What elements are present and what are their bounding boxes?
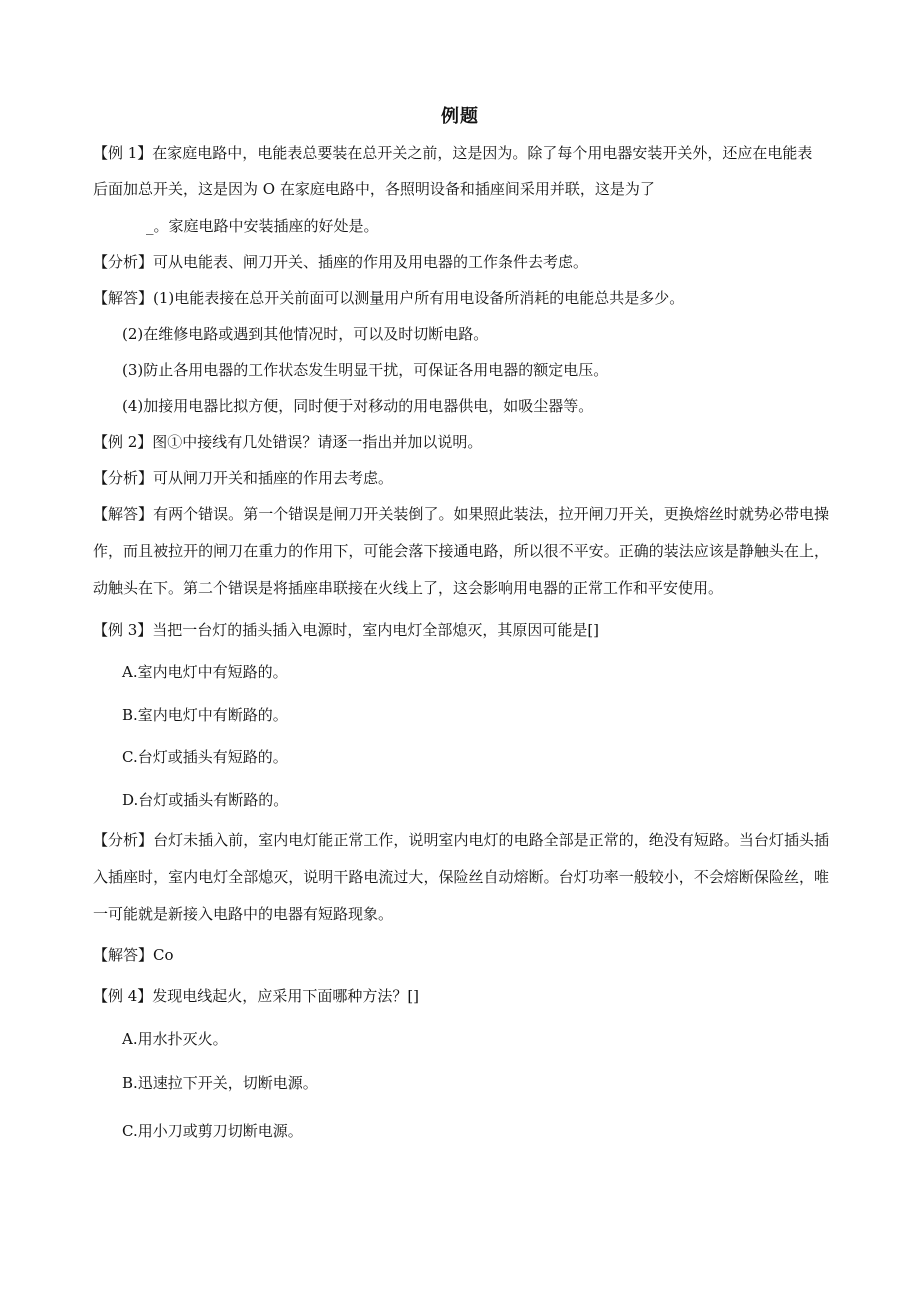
ex2-answer: 【解答】有两个错误。第一个错误是闸刀开关装倒了。如果照此装法，拉开闸刀开关，更换熔丝时就势必带电操作，而且被拉开的闸刀在重力的作用下，可能会落下接通电路，所以很不平安。正确的装法应该是静触头在上，动触头在下。第二个错误是将插座串联接在火线上了，这会影响用电器的正常工作和平安使用。 [93, 505, 829, 597]
ex2-question: 【例 2】图①中接线有几处错误？请逐一指出并加以说明。 [93, 433, 483, 451]
ex1-answer-3: (3)防止各用电器的工作状态发生明显干扰，可保证各用电器的额定电压。 [122, 361, 609, 379]
ex4-question: 【例 4】发现电线起火，应采用下面哪种方法？[] [93, 987, 420, 1005]
ex1-question-line-1: 【例 1】在家庭电路中，电能表总要装在总开关之前，这是因为。除了每个用电器安装开关外，还应在电能表 [93, 144, 813, 162]
ex1-question-line-2: 后面加总开关，这是因为 O 在家庭电路中，各照明设备和插座间采用并联，这是为了 [93, 180, 655, 198]
ex2-analysis: 【分析】可从闸刀开关和插座的作用去考虑。 [93, 469, 394, 487]
ex3-analysis: 【分析】台灯未插入前，室内电灯能正常工作，说明室内电灯的电路全部是正常的，绝没有短路。当台灯插头插入插座时，室内电灯全部熄灭，说明干路电流过大，保险丝自动熔断。台灯功率一般较小，不会熔断保险丝，唯一可能就是新接入电路中的电器有短路现象。 [93, 831, 829, 923]
ex3-option-c: C.台灯或插头有短路的。 [122, 748, 288, 766]
ex3-option-b: B.室内电灯中有断路的。 [122, 706, 288, 724]
ex1-answer-4: (4)加接用电器比拟方便，同时便于对移动的用电器供电，如吸尘器等。 [122, 397, 594, 415]
ex4-option-c: C.用小刀或剪刀切断电源。 [122, 1122, 303, 1140]
page-title: 例题 [441, 106, 479, 127]
ex3-option-a: A.室内电灯中有短路的。 [122, 663, 288, 681]
ex1-question-line-3: _。家庭电路中安装插座的好处是。 [146, 217, 379, 235]
ex3-question: 【例 3】当把一台灯的插头插入电源时，室内电灯全部熄灭，其原因可能是[] [93, 621, 600, 639]
ex4-option-a: A.用水扑灭火。 [122, 1030, 228, 1048]
ex1-answer-2: (2)在维修电路或遇到其他情况时，可以及时切断电路。 [122, 325, 489, 343]
ex1-analysis: 【分析】可从电能表、闸刀开关、插座的作用及用电器的工作条件去考虑。 [93, 253, 589, 271]
ex3-answer: 【解答】Co [93, 946, 174, 964]
ex4-option-b: B.迅速拉下开关，切断电源。 [122, 1074, 318, 1092]
ex1-answer-1: 【解答】(1)电能表接在总开关前面可以测量用户所有用电设备所消耗的电能总共是多少。 [93, 289, 685, 307]
ex3-option-d: D.台灯或插头有断路的。 [122, 791, 289, 809]
